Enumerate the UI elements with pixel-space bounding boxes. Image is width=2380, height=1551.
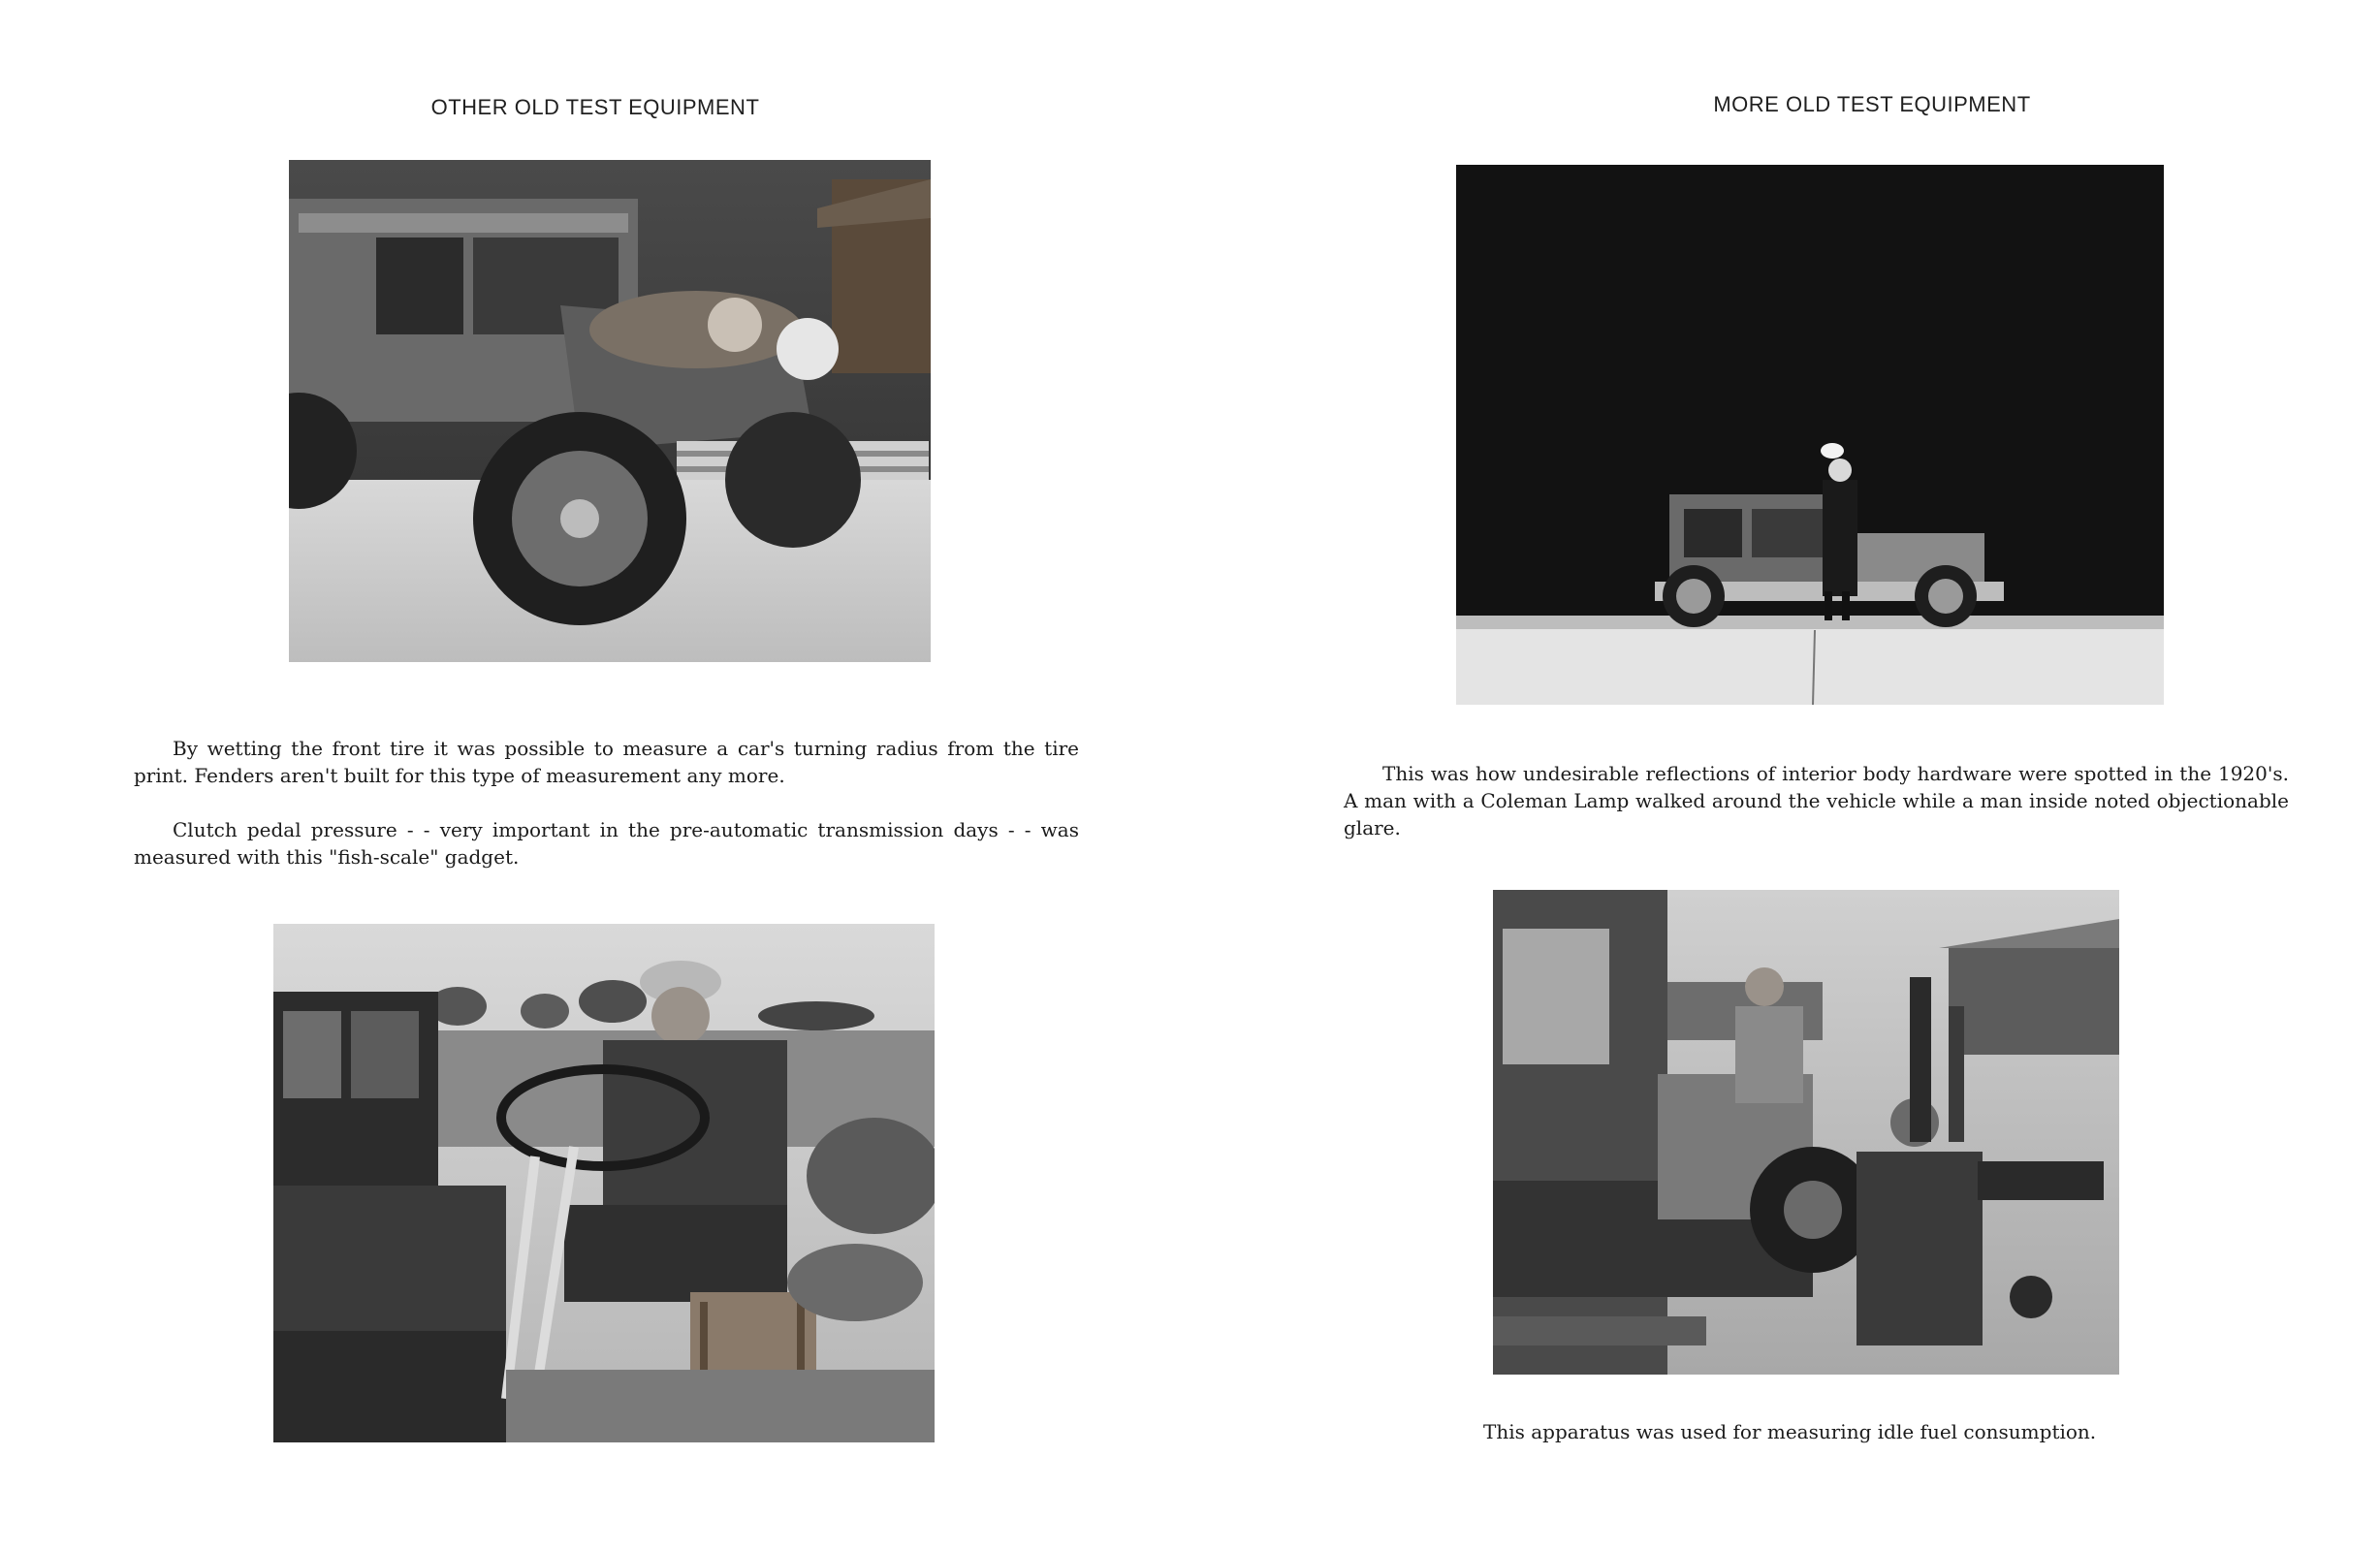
photo-idle-fuel-apparatus-image	[1493, 890, 2119, 1375]
photo-car-turning-radius	[289, 160, 931, 662]
right-page	[1190, 0, 2380, 1551]
left-page-heading: OTHER OLD TEST EQUIPMENT	[430, 95, 760, 119]
photo-idle-fuel-apparatus	[1493, 890, 2119, 1375]
photo-coleman-lamp-night	[1456, 165, 2164, 705]
right-page-heading: MORE OLD TEST EQUIPMENT	[1713, 92, 2031, 116]
photo-clutch-pedal-gadget	[273, 924, 935, 1442]
photo-clutch-pedal-gadget-image	[273, 924, 935, 1442]
left-paragraph-clutch-pedal: Clutch pedal pressure - - very important in the pre-automatic transmission days - - was measured with this "fish-scale" gadget.	[134, 818, 1079, 869]
photo-car-turning-radius-image	[289, 160, 931, 662]
photo-coleman-lamp-night-image	[1456, 165, 2164, 705]
right-paragraph-coleman-lamp: This was how undesirable reflections of interior body hardware were spotted in the 1920's. A man with a Coleman Lamp walked around the vehicle while a man inside noted objectionable glare.	[1344, 762, 2289, 839]
right-caption-idle-fuel: This apparatus was used for measuring idle fuel consumption.	[1483, 1420, 2097, 1443]
left-paragraph-turning-radius: By wetting the front tire it was possible to measure a car's turning radius from the tire print. Fenders aren't built for this type of measurement any more.	[134, 737, 1079, 787]
